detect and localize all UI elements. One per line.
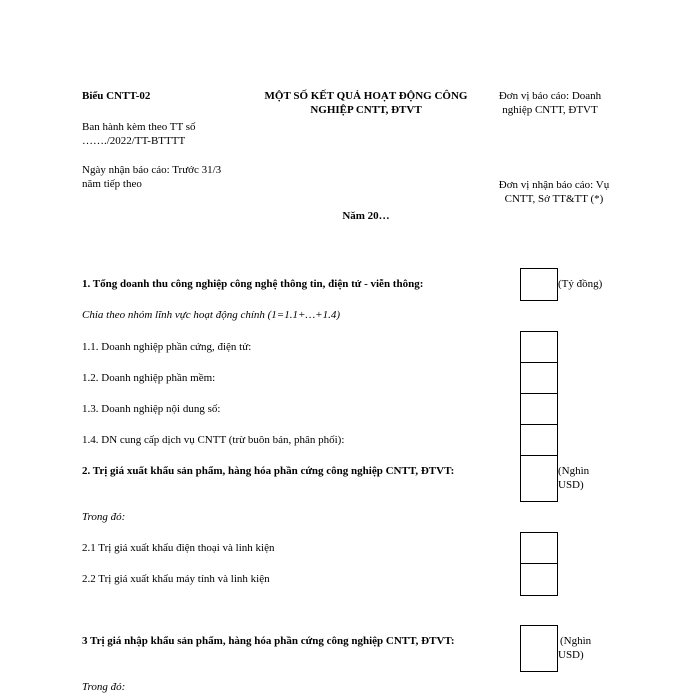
section-1-2-label: 1.2. Doanh nghiệp phần mềm: [82, 372, 216, 384]
section-1-4-box[interactable] [520, 424, 558, 457]
issued-by-line1: Ban hành kèm theo TT số [82, 121, 196, 133]
section-1-total-box[interactable] [520, 268, 558, 301]
section-2-title: 2. Trị giá xuất khẩu sản phẩm, hàng hóa phần cứng công nghiệp CNTT, ĐTVT: [82, 465, 455, 477]
section-2-unit-line1: (Nghìn [558, 465, 590, 477]
form-code: Biểu CNTT-02 [82, 90, 151, 102]
section-1-note: Chia theo nhóm lĩnh vực hoạt động chính (1=1.1+…+1.4) [82, 309, 341, 321]
section-1-3-box[interactable] [520, 393, 558, 426]
section-3-title: 3 Trị giá nhập khẩu sản phẩm, hàng hóa phần cứng công nghiệp CNTT, ĐTVT: [82, 635, 455, 647]
section-1-1-label: 1.1. Doanh nghiệp phần cứng, điện tử: [82, 341, 252, 353]
section-1-1-box[interactable] [520, 331, 558, 364]
section-2-2-label: 2.2 Trị giá xuất khẩu máy tính và linh kiện [82, 573, 270, 585]
section-2-total-box[interactable] [520, 455, 558, 502]
section-3-unit-line1: (Nghìn [560, 635, 592, 647]
section-1-3-label: 1.3. Doanh nghiệp nội dung số: [82, 403, 221, 415]
section-3-total-box[interactable] [520, 625, 558, 672]
section-2-1-box[interactable] [520, 532, 558, 565]
section-1-2-box[interactable] [520, 362, 558, 395]
section-2-unit-line2: USD) [558, 479, 584, 491]
receive-date-line2: năm tiếp theo [82, 178, 142, 190]
section-1-title: 1. Tổng doanh thu công nghiệp công nghệ thông tin, điện tử - viễn thông: [82, 278, 424, 290]
report-year: Năm 20… [342, 210, 390, 222]
reporting-unit-line2: nghiệp CNTT, ĐTVT [502, 104, 598, 116]
reporting-unit-line1: Đơn vị báo cáo: Doanh [498, 90, 602, 102]
page-title-line1: MỘT SỐ KẾT QUẢ HOẠT ĐỘNG CÔNG [264, 90, 468, 102]
section-2-note: Trong đó: [82, 511, 126, 523]
receiving-unit-line2: CNTT, Sở TT&TT (*) [504, 193, 604, 205]
page-title-line2: NGHIỆP CNTT, ĐTVT [310, 104, 422, 116]
issued-by-line2: ……./2022/TT-BTTTT [82, 135, 186, 147]
section-3-note: Trong đó: [82, 681, 126, 693]
section-2-2-box[interactable] [520, 563, 558, 596]
section-1-4-label: 1.4. DN cung cấp dịch vụ CNTT (trừ buôn bán, phân phối): [82, 434, 345, 446]
section-3-unit-line2: USD) [558, 649, 584, 661]
receiving-unit-line1: Đơn vị nhận báo cáo: Vụ [498, 179, 610, 191]
section-2-1-label: 2.1 Trị giá xuất khẩu điện thoại và linh kiện [82, 542, 275, 554]
receive-date-line1: Ngày nhận báo cáo: Trước 31/3 [82, 164, 222, 176]
section-1-unit: (Tỷ đồng) [558, 278, 603, 290]
